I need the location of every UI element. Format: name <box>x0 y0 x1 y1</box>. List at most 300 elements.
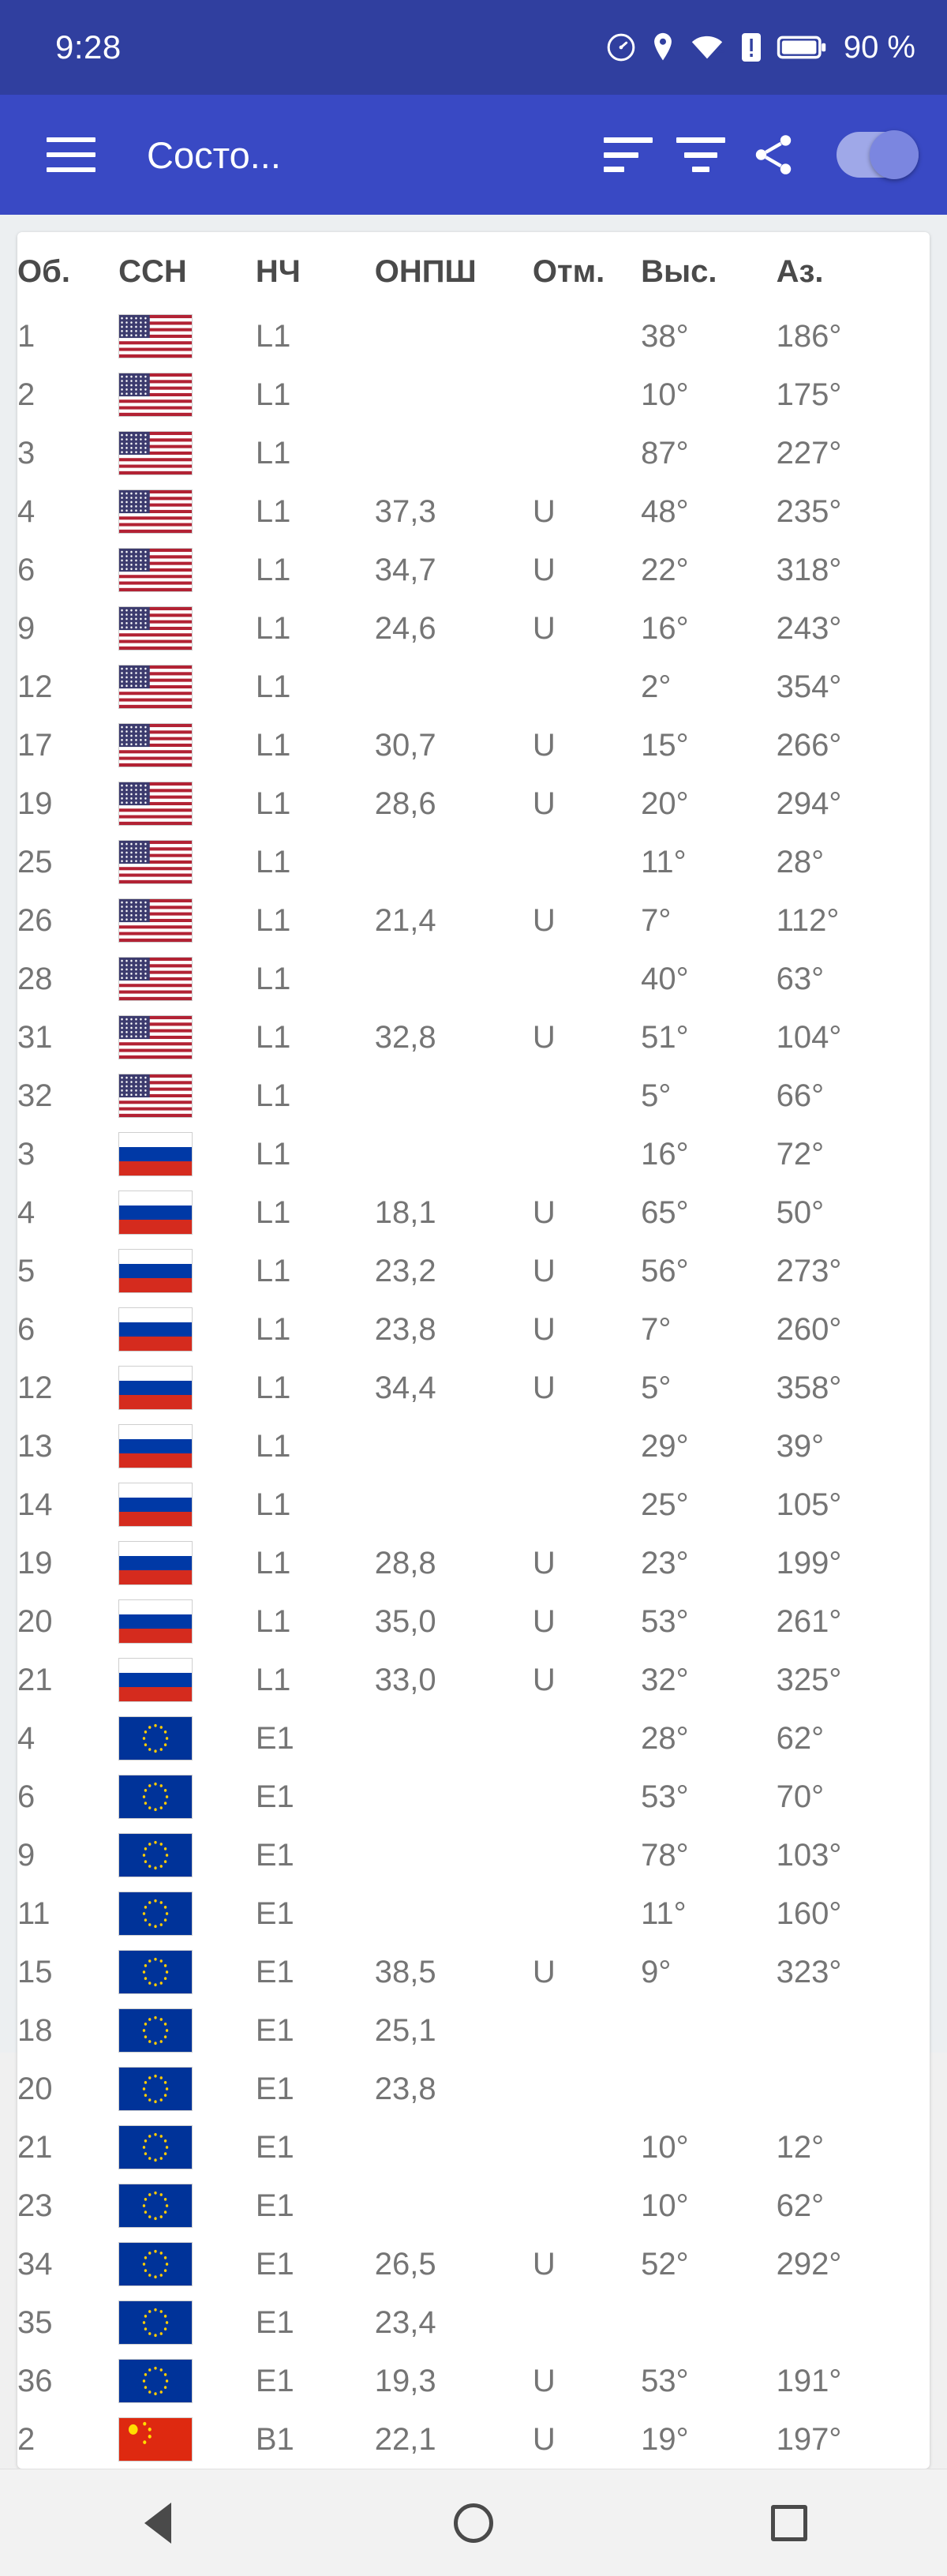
cell-onpsh: 32,8 <box>374 1019 436 1055</box>
cell-nch: L1 <box>255 1487 291 1522</box>
flag-us-icon <box>118 1074 193 1118</box>
table-row[interactable] <box>17 1008 930 1067</box>
cell-ob: 11 <box>17 1895 51 1931</box>
cell-onpsh: 34,4 <box>374 1370 436 1405</box>
cell-ob: 9 <box>17 610 36 646</box>
hamburger-icon[interactable] <box>35 118 107 191</box>
cell-az: 66° <box>776 1078 825 1113</box>
cell-az <box>777 2060 930 2118</box>
table-row[interactable] <box>17 774 930 833</box>
table-header-row <box>17 232 930 307</box>
column-header-nch[interactable]: НЧ <box>255 254 301 289</box>
table-row[interactable] <box>17 1943 930 2001</box>
cell-az: 235° <box>776 493 842 529</box>
cell-ob: 6 <box>17 1311 36 1347</box>
cell-vys: 29° <box>641 1428 689 1464</box>
cell-az: 318° <box>776 552 842 587</box>
cell-nch: E1 <box>255 1779 294 1814</box>
cell-onpsh: 24,6 <box>374 610 436 646</box>
cell-ssn <box>118 599 256 658</box>
flag-us-icon <box>118 723 193 767</box>
cell-ssn <box>118 716 256 774</box>
cell-ob: 36 <box>17 2363 53 2398</box>
cell-nch: L1 <box>255 1428 291 1464</box>
cell-ssn <box>118 1067 256 1125</box>
cell-ob: 2 <box>17 2421 36 2457</box>
cell-ssn <box>118 1768 256 1826</box>
cell-otm <box>533 1884 641 1943</box>
cell-ob: 31 <box>17 1019 53 1055</box>
table-row[interactable] <box>17 1300 930 1359</box>
cell-vys: 32° <box>641 1662 689 1697</box>
cell-ob: 1 <box>17 318 36 354</box>
cell-az: 199° <box>776 1545 842 1580</box>
table-body <box>17 307 930 2469</box>
cell-vys: 9° <box>641 1954 672 1989</box>
flag-eu-icon <box>118 1716 193 1760</box>
status-clock: 9:28 <box>55 28 122 66</box>
table-row[interactable] <box>17 1359 930 1417</box>
sort-icon[interactable] <box>592 118 664 191</box>
cell-vys: 10° <box>641 2129 689 2165</box>
cell-otm <box>533 1709 641 1768</box>
flag-us-icon <box>118 898 193 943</box>
location-icon <box>649 32 676 63</box>
cell-onpsh <box>375 1826 533 1884</box>
cell-nch: L1 <box>255 902 291 938</box>
cell-ob: 4 <box>17 493 36 529</box>
cell-az: 103° <box>776 1837 842 1873</box>
warning-icon <box>738 32 765 63</box>
cell-otm <box>533 2177 641 2235</box>
cell-onpsh: 30,7 <box>374 727 436 763</box>
cell-onpsh: 28,6 <box>374 786 436 821</box>
table-row[interactable] <box>17 2352 930 2410</box>
cell-ob: 6 <box>17 552 36 587</box>
cell-vys: 16° <box>641 1136 689 1172</box>
cell-az: 260° <box>776 1311 842 1347</box>
cell-ob: 3 <box>17 435 36 471</box>
cell-vys: 87° <box>641 435 689 471</box>
cell-vys: 52° <box>641 2246 689 2282</box>
cell-az: 186° <box>776 318 842 354</box>
flag-us-icon <box>118 431 193 475</box>
cell-otm <box>533 1067 641 1125</box>
speedometer-icon <box>605 32 637 63</box>
flag-us-icon <box>118 548 193 592</box>
cell-otm: U <box>532 1311 556 1347</box>
recents-button[interactable] <box>742 2484 837 2563</box>
table-row[interactable] <box>17 541 930 599</box>
flag-us-icon <box>118 314 193 358</box>
cell-ssn <box>118 424 256 482</box>
cell-nch: L1 <box>255 610 291 646</box>
share-icon[interactable] <box>737 118 810 191</box>
cell-nch: L1 <box>255 961 291 996</box>
cell-ssn <box>118 2293 256 2352</box>
cell-otm <box>533 307 641 366</box>
cell-onpsh <box>375 1768 533 1826</box>
cell-az: 63° <box>776 961 825 996</box>
table-row[interactable] <box>17 1067 930 1125</box>
cell-ssn <box>118 1534 256 1592</box>
cell-ob: 28 <box>17 961 53 996</box>
cell-ssn <box>118 1651 256 1709</box>
cell-ob: 18 <box>17 2012 53 2048</box>
table-row[interactable] <box>17 2235 930 2293</box>
status-icon-group <box>605 30 915 66</box>
cell-nch: E1 <box>255 2129 294 2165</box>
cell-nch: L1 <box>255 1136 291 1172</box>
cell-nch: L1 <box>255 786 291 821</box>
cell-vys: 7° <box>641 1311 672 1347</box>
cell-nch: E1 <box>255 1954 294 1989</box>
cell-otm <box>533 1475 641 1534</box>
cell-vys: 15° <box>641 727 689 763</box>
flag-eu-icon <box>118 2300 193 2345</box>
cell-ssn <box>118 774 256 833</box>
cell-vys: 5° <box>641 1370 672 1405</box>
system-navigation-bar <box>0 2469 947 2576</box>
cell-vys: 19° <box>641 2421 689 2457</box>
cell-nch: L1 <box>255 1253 291 1288</box>
cell-vys: 10° <box>641 377 689 412</box>
table-row[interactable] <box>17 482 930 541</box>
toggle-knob <box>870 130 919 179</box>
cell-ssn <box>118 658 256 716</box>
cell-ssn <box>118 1417 256 1475</box>
cell-onpsh: 23,2 <box>374 1253 436 1288</box>
cell-az: 50° <box>776 1194 825 1230</box>
cell-ssn <box>118 2352 256 2410</box>
cell-az: 294° <box>776 786 842 821</box>
column-header-ob[interactable]: Об. <box>17 254 70 289</box>
cell-az: 323° <box>776 1954 842 1989</box>
cell-otm <box>533 2060 641 2118</box>
cell-onpsh: 22,1 <box>374 2421 436 2457</box>
cell-nch: L1 <box>255 435 291 471</box>
cell-otm: U <box>532 786 556 821</box>
cell-ob: 12 <box>17 669 53 704</box>
table-row[interactable] <box>17 833 930 891</box>
cell-ssn <box>118 1475 256 1534</box>
flag-ru-icon <box>118 1599 193 1644</box>
cell-nch: L1 <box>255 1078 291 1113</box>
flag-eu-icon <box>118 2359 193 2403</box>
cell-az: 70° <box>776 1779 825 1814</box>
cell-vys: 53° <box>641 2363 689 2398</box>
cell-otm: U <box>532 2246 556 2282</box>
content-area <box>0 215 947 2469</box>
flag-eu-icon <box>118 1950 193 1994</box>
table-row[interactable] <box>17 2410 930 2469</box>
cell-vys: 16° <box>641 610 689 646</box>
cell-vys: 48° <box>641 493 689 529</box>
cell-onpsh <box>375 833 533 891</box>
cell-ob: 6 <box>17 1779 36 1814</box>
cell-ob: 4 <box>17 1194 36 1230</box>
cell-az: 261° <box>776 1603 842 1639</box>
cell-onpsh <box>375 2118 533 2177</box>
filter-icon[interactable] <box>664 118 737 191</box>
flag-eu-icon <box>118 1775 193 1819</box>
cell-az: 72° <box>776 1136 825 1172</box>
cell-ssn <box>118 1592 256 1651</box>
cell-otm <box>533 2001 641 2060</box>
cell-vys: 65° <box>641 1194 689 1230</box>
cell-onpsh: 33,0 <box>374 1662 436 1697</box>
table-row[interactable] <box>17 2001 930 2060</box>
table-row[interactable] <box>17 2293 930 2352</box>
flag-us-icon <box>118 1015 193 1059</box>
flag-eu-icon <box>118 2125 193 2169</box>
table-row[interactable] <box>17 950 930 1008</box>
cell-otm: U <box>532 1954 556 1989</box>
column-header-ssn[interactable]: ССН <box>118 254 187 289</box>
cell-az: 12° <box>776 2129 825 2165</box>
cell-nch: L1 <box>255 318 291 354</box>
column-header-onpsh[interactable]: ОНПШ <box>374 254 477 289</box>
cell-ob: 35 <box>17 2304 53 2340</box>
cell-ob: 14 <box>17 1487 53 1522</box>
cell-az: 62° <box>776 1720 825 1756</box>
table-row[interactable] <box>17 1475 930 1534</box>
cell-otm: U <box>532 493 556 529</box>
cell-az: 39° <box>776 1428 825 1464</box>
cell-az: 112° <box>776 902 840 938</box>
cell-nch: L1 <box>255 727 291 763</box>
flag-us-icon <box>118 840 193 884</box>
cell-nch: L1 <box>255 377 291 412</box>
cell-ob: 12 <box>17 1370 53 1405</box>
cell-az: 354° <box>776 669 842 704</box>
flag-us-icon <box>118 782 193 826</box>
cell-vys: 5° <box>641 1078 672 1113</box>
flag-us-icon <box>118 489 193 534</box>
back-button[interactable] <box>110 2484 205 2563</box>
cell-ob: 4 <box>17 1720 36 1756</box>
cell-otm: U <box>532 2421 556 2457</box>
cell-otm <box>533 658 641 716</box>
table-row[interactable] <box>17 1183 930 1242</box>
cell-onpsh: 18,1 <box>374 1194 436 1230</box>
table-row[interactable] <box>17 2118 930 2177</box>
cell-nch: E1 <box>255 1895 294 1931</box>
cell-vys: 2° <box>641 669 672 704</box>
cell-vys: 23° <box>641 1545 689 1580</box>
table-row[interactable] <box>17 1651 930 1709</box>
cell-ob: 2 <box>17 377 36 412</box>
column-header-otm[interactable]: Отм. <box>532 254 605 289</box>
cell-vys: 53° <box>641 1779 689 1814</box>
cell-az: 325° <box>776 1662 842 1697</box>
cell-otm: U <box>532 610 556 646</box>
cell-ssn <box>118 2060 256 2118</box>
cell-onpsh: 23,4 <box>374 2304 436 2340</box>
cell-ob: 15 <box>17 1954 53 1989</box>
cell-otm <box>533 2118 641 2177</box>
flag-eu-icon <box>118 2184 193 2228</box>
cell-vys <box>641 2001 777 2060</box>
cell-otm <box>533 833 641 891</box>
cell-az: 160° <box>776 1895 842 1931</box>
cell-onpsh <box>375 424 533 482</box>
cell-ob: 5 <box>17 1253 36 1288</box>
cell-ob: 25 <box>17 844 53 879</box>
cell-otm: U <box>532 552 556 587</box>
cell-nch: L1 <box>255 844 291 879</box>
cell-ssn <box>118 1300 256 1359</box>
cell-az: 358° <box>776 1370 842 1405</box>
table-row[interactable] <box>17 1534 930 1592</box>
table-row[interactable] <box>17 1709 930 1768</box>
cell-otm <box>533 1417 641 1475</box>
cell-ob: 34 <box>17 2246 53 2282</box>
table-row[interactable] <box>17 716 930 774</box>
cell-ssn <box>118 2410 256 2469</box>
table-row[interactable] <box>17 366 930 424</box>
flag-ru-icon <box>118 1366 193 1410</box>
satellite-table <box>17 232 930 2469</box>
cell-onpsh: 28,8 <box>374 1545 436 1580</box>
cell-nch: L1 <box>255 552 291 587</box>
flag-eu-icon <box>118 2242 193 2286</box>
cell-vys: 22° <box>641 552 689 587</box>
cell-ob: 20 <box>17 2071 53 2106</box>
cell-az: 266° <box>776 727 842 763</box>
flag-ru-icon <box>118 1483 193 1527</box>
cell-ob: 26 <box>17 902 53 938</box>
cell-ssn <box>118 2118 256 2177</box>
cell-vys: 38° <box>641 318 689 354</box>
cell-otm: U <box>532 1019 556 1055</box>
cell-onpsh <box>375 366 533 424</box>
cell-onpsh: 23,8 <box>374 2071 436 2106</box>
cell-ob: 19 <box>17 786 53 821</box>
cell-nch: L1 <box>255 1019 291 1055</box>
cell-ssn <box>118 1183 256 1242</box>
flag-us-icon <box>118 957 193 1001</box>
table-row[interactable] <box>17 2177 930 2235</box>
table-row[interactable] <box>17 599 930 658</box>
cell-onpsh <box>375 1709 533 1768</box>
table-row[interactable] <box>17 2060 930 2118</box>
table-row[interactable] <box>17 424 930 482</box>
cell-nch: E1 <box>255 2188 294 2223</box>
cell-az: 62° <box>776 2188 825 2223</box>
column-header-az[interactable]: Аз. <box>776 254 824 289</box>
cell-ob: 32 <box>17 1078 53 1113</box>
flag-ru-icon <box>118 1424 193 1468</box>
cell-otm: U <box>532 1603 556 1639</box>
cell-onpsh: 35,0 <box>374 1603 436 1639</box>
cell-ssn <box>118 1359 256 1417</box>
cell-ob: 21 <box>17 1662 53 1697</box>
cell-onpsh: 37,3 <box>374 493 436 529</box>
table-row[interactable] <box>17 1592 930 1651</box>
flag-us-icon <box>118 665 193 709</box>
table-row[interactable] <box>17 307 930 366</box>
cell-onpsh: 34,7 <box>374 552 436 587</box>
cell-vys: 11° <box>641 844 687 879</box>
cell-ssn <box>118 1242 256 1300</box>
cell-vys: 56° <box>641 1253 689 1288</box>
cell-nch: E1 <box>255 2363 294 2398</box>
cell-nch: L1 <box>255 493 291 529</box>
wifi-icon <box>689 32 725 63</box>
cell-ssn <box>118 2001 256 2060</box>
flag-eu-icon <box>118 1833 193 1877</box>
flag-cn-icon <box>118 2417 193 2462</box>
cell-onpsh <box>375 1475 533 1534</box>
cell-ob: 21 <box>17 2129 53 2165</box>
cell-az: 243° <box>776 610 842 646</box>
cell-ob: 17 <box>17 727 53 763</box>
cell-onpsh: 23,8 <box>374 1311 436 1347</box>
cell-nch: E1 <box>255 2246 294 2282</box>
cell-ssn <box>118 2177 256 2235</box>
cell-ssn <box>118 950 256 1008</box>
flag-us-icon <box>118 373 193 417</box>
app-bar <box>0 95 947 215</box>
table-row[interactable] <box>17 1417 930 1475</box>
cell-otm: U <box>532 727 556 763</box>
table-row[interactable] <box>17 1768 930 1826</box>
cell-nch: L1 <box>255 669 291 704</box>
cell-ssn <box>118 833 256 891</box>
cell-nch: E1 <box>255 2012 294 2048</box>
display-toggle-switch[interactable] <box>837 132 919 178</box>
cell-ob: 19 <box>17 1545 53 1580</box>
cell-otm <box>533 2293 641 2352</box>
cell-az: 105° <box>776 1487 842 1522</box>
cell-vys: 53° <box>641 1603 689 1639</box>
cell-onpsh <box>375 658 533 716</box>
table-row[interactable] <box>17 1242 930 1300</box>
cell-ssn <box>118 482 256 541</box>
column-header-vys[interactable]: Выс. <box>641 254 717 289</box>
table-row[interactable] <box>17 1884 930 1943</box>
table-row[interactable] <box>17 1826 930 1884</box>
cell-onpsh: 19,3 <box>374 2363 436 2398</box>
cell-ssn <box>118 1125 256 1183</box>
cell-onpsh <box>375 1417 533 1475</box>
table-row[interactable] <box>17 891 930 950</box>
cell-ob: 23 <box>17 2188 53 2223</box>
cell-ob: 3 <box>17 1136 36 1172</box>
cell-ssn <box>118 1709 256 1768</box>
flag-us-icon <box>118 606 193 651</box>
table-row[interactable] <box>17 1125 930 1183</box>
cell-vys: 25° <box>641 1487 689 1522</box>
cell-nch: L1 <box>255 1603 291 1639</box>
satellite-table-card <box>17 232 930 2469</box>
cell-ssn <box>118 1943 256 2001</box>
cell-otm: U <box>532 2363 556 2398</box>
cell-ssn <box>118 891 256 950</box>
home-button[interactable] <box>426 2484 521 2563</box>
flag-eu-icon <box>118 1892 193 1936</box>
cell-az: 175° <box>776 377 842 412</box>
table-row[interactable] <box>17 658 930 716</box>
cell-az: 227° <box>776 435 842 471</box>
cell-ssn <box>118 2235 256 2293</box>
cell-vys: 78° <box>641 1837 689 1873</box>
cell-otm <box>533 366 641 424</box>
cell-vys: 7° <box>641 902 672 938</box>
cell-otm: U <box>532 1545 556 1580</box>
cell-ssn <box>118 1884 256 1943</box>
